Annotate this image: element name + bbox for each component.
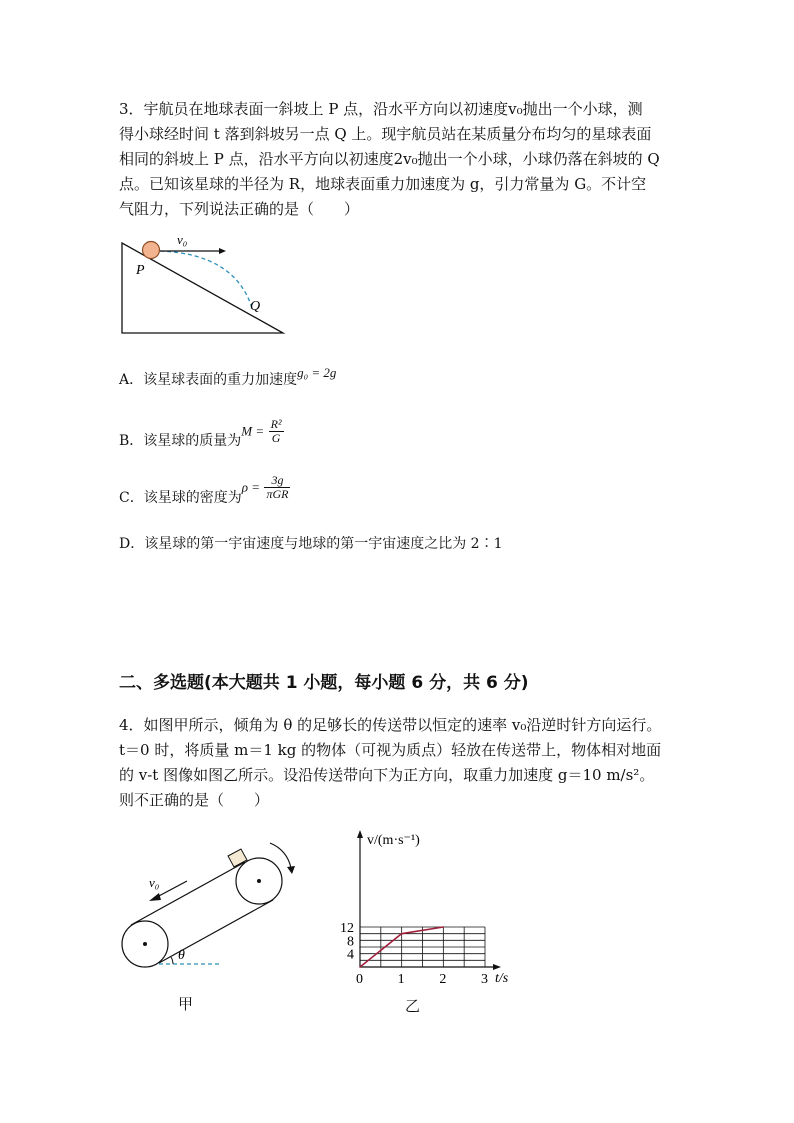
label-v0-belt: v₀ [149,875,160,890]
x-tick-label: 2 [439,972,447,987]
option-d-text: D．该星球的第一宇宙速度与地球的第一宇宙速度之比为 2∶1 [119,536,503,552]
option-a-formula: g₀ = 2g [297,365,337,380]
option-b-lhs: M = [241,423,265,439]
series-point [359,966,361,968]
option-b-fraction [269,418,284,445]
q4-line-1: 4．如图甲所示，倾角为 θ 的足够长的传送带以恒定的速率 v₀沿逆时针方向运行。 [119,716,662,734]
y-tick-label: 12 [340,921,354,936]
label-theta: θ [178,948,185,963]
option-b [119,417,284,449]
chart-axes [357,830,501,970]
q3-line-2: 得小球经时间 t 落到斜坡另一点 Q 上。现宇航员站在某质量分布均匀的星球表面 [119,125,652,143]
option-c [119,473,290,506]
v0-arrow [157,881,187,897]
q3-line-1: 3．宇航员在地球表面一斜坡上 P 点，沿水平方向以初速度v₀抛出一个小球，测 [119,100,643,118]
option-b-text: B．该星球的质量为 [119,432,242,449]
upper-pulley-axle [257,879,261,883]
y-tick-label: 4 [347,947,354,963]
label-p: P [136,263,145,278]
x-tick-label: 3 [481,972,488,987]
x-axis-arrowhead [493,964,501,970]
vt-chart [325,822,525,992]
label-q: Q [250,299,261,314]
v0-arrowhead [149,893,161,901]
y-axis-arrowhead [357,830,363,838]
option-c-numerator: 3g [264,474,290,488]
option-d [119,533,503,553]
trajectory-path [160,251,252,308]
q4-line-2: t＝0 时，将质量 m＝1 kg 的物体（可视为质点）轻放在传送带上，物体相对地面 [119,741,662,759]
chart-grid [360,927,485,967]
q3-line-3: 相同的斜坡上 P 点，沿水平方向以初速度2v₀抛出一个小球，小球仍落在斜坡的 Q [119,150,660,168]
q3-slope-figure [115,228,295,338]
belt-top [131,862,245,925]
series-point [401,933,403,935]
ball [143,242,160,259]
label-v0: v₀ [177,232,188,247]
q3-line-5: 气阻力，下列说法正确的是（ ） [119,200,360,218]
q4-line-4: 则不正确的是（ ） [119,791,270,809]
rotation-arrowhead [287,866,295,874]
option-a-text: A．该星球表面的重力加速度 [119,372,298,388]
conveyor-figure [115,840,305,975]
velocity-arrowhead [219,248,226,254]
x-axis-label: t/s [495,971,509,986]
option-c-fraction [264,474,290,501]
caption-yi: 乙 [405,997,421,1015]
y-axis-label: v/(m·s⁻¹) [367,833,420,848]
option-c-lhs: ρ = [241,479,260,495]
q4-stem [119,713,709,813]
angle-arc [171,957,173,964]
belt-bottom [159,900,273,963]
q4-line-3: 的 v-t 图像如图乙所示。设沿传送带向下为正方向，取重力加速度 g＝10 m/s²。 [119,766,655,784]
q3-stem [119,97,679,222]
x-tick-label: 1 [397,972,405,987]
series-point [443,926,445,928]
caption-jia: 甲 [178,995,194,1013]
lower-pulley-axle [143,942,147,946]
y-tick-label: 8 [347,934,354,950]
q3-line-4: 点。已知该星球的半径为 R，地球表面重力加速度为 g，引力常量为 G。不计空 [119,175,647,193]
x-tick-label: 0 [356,972,363,987]
option-c-text: C．该星球的密度为 [119,489,242,506]
option-b-numerator: R² [270,417,282,431]
option-c-denominator: πGR [266,487,289,501]
section-title: 二、多选题(本大题共 1 小题，每小题 6 分，共 6 分) [119,673,529,693]
option-a [119,365,337,389]
option-b-denominator: G [271,431,281,445]
